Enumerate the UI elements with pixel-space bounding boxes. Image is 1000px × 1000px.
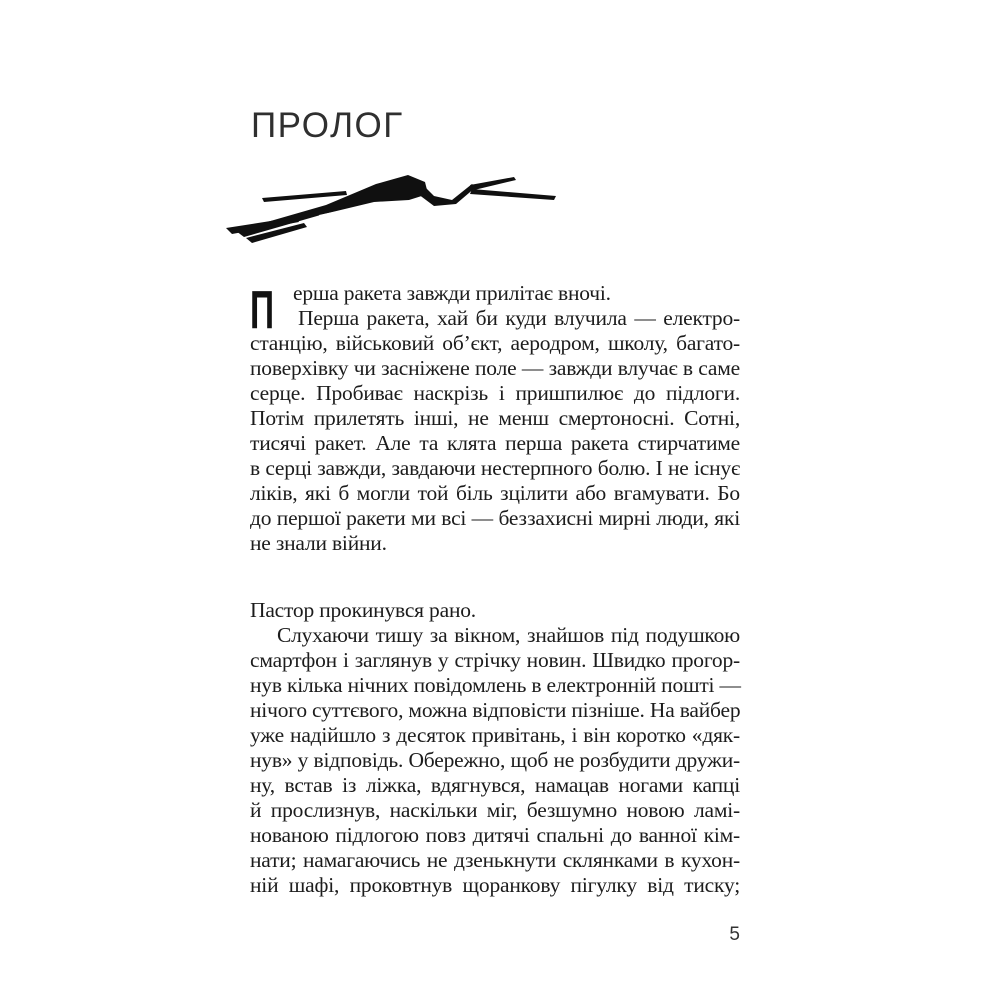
body-line: смартфон і заглянув у стрічку новин. Швидко прогор- [250,648,740,672]
body-line: ній шафі, проковтнув щоранкову пігулку від тиску; [250,873,740,897]
body-line: в серці завжди, завдаючи нестерпного болю. І не існує [250,456,740,480]
body-line: ерша ракета завжди прилітає вночі. [293,281,611,305]
body-line: нув кілька нічних повідомлень в електронній пошті — [250,673,741,697]
body-line: не знали війни. [250,531,387,555]
body-line: Потім прилетять інші, не менш смертоносні. Сотні, [250,406,740,430]
body-line: нати; намагаючись не дзенькнути склянками в кухон- [250,848,740,872]
body-line: тисячі ракет. Але та клята перша ракета стирчатиме [250,431,740,455]
body-line: нічого суттєвого, можна відповісти пізніше. На вайбер [250,698,741,722]
ink-brush-stroke-illustration [226,171,562,245]
page-number: 5 [729,924,740,945]
body-line: серце. Пробиває наскрізь і пришпилює до підлоги. [250,381,740,405]
body-line: станцію, військовий об’єкт, аеродром, школу, багато- [250,331,740,355]
paragraph [250,306,740,556]
body-line: поверхівку чи засніжене поле — завжди влучає в саме [250,356,740,380]
body-line: уже надійшло з десяток привітань, і він коротко «дяк- [250,723,740,747]
body-line: ліків, які б могли той біль зцілити або вгамувати. Бо [250,481,740,505]
body-text-column [250,281,740,898]
body-line: до першої ракети ми всі — беззахисні мирні люди, які [250,506,740,530]
body-line: нованою підлогою повз дитячі спальні до ванної кім- [250,823,740,847]
body-line: й прослизнув, наскільки міг, безшумно новою ламі- [250,798,740,822]
body-line: нув» у відповідь. Обережно, щоб не розбудити дружи- [250,748,740,772]
body-line: ну, встав із ліжка, вдягнувся, намацав ногами капці [250,773,740,797]
drop-cap: П [250,280,274,340]
paragraph: Пастор прокинувся рано. [250,598,476,622]
paragraph [250,623,740,898]
prologue-heading: ПРОЛОГ [251,106,404,145]
body-line: Перша ракета, хай би куди влучила — електро- [298,306,740,330]
body-line: Слухаючи тишу за вікном, знайшов під подушкою [277,623,740,647]
